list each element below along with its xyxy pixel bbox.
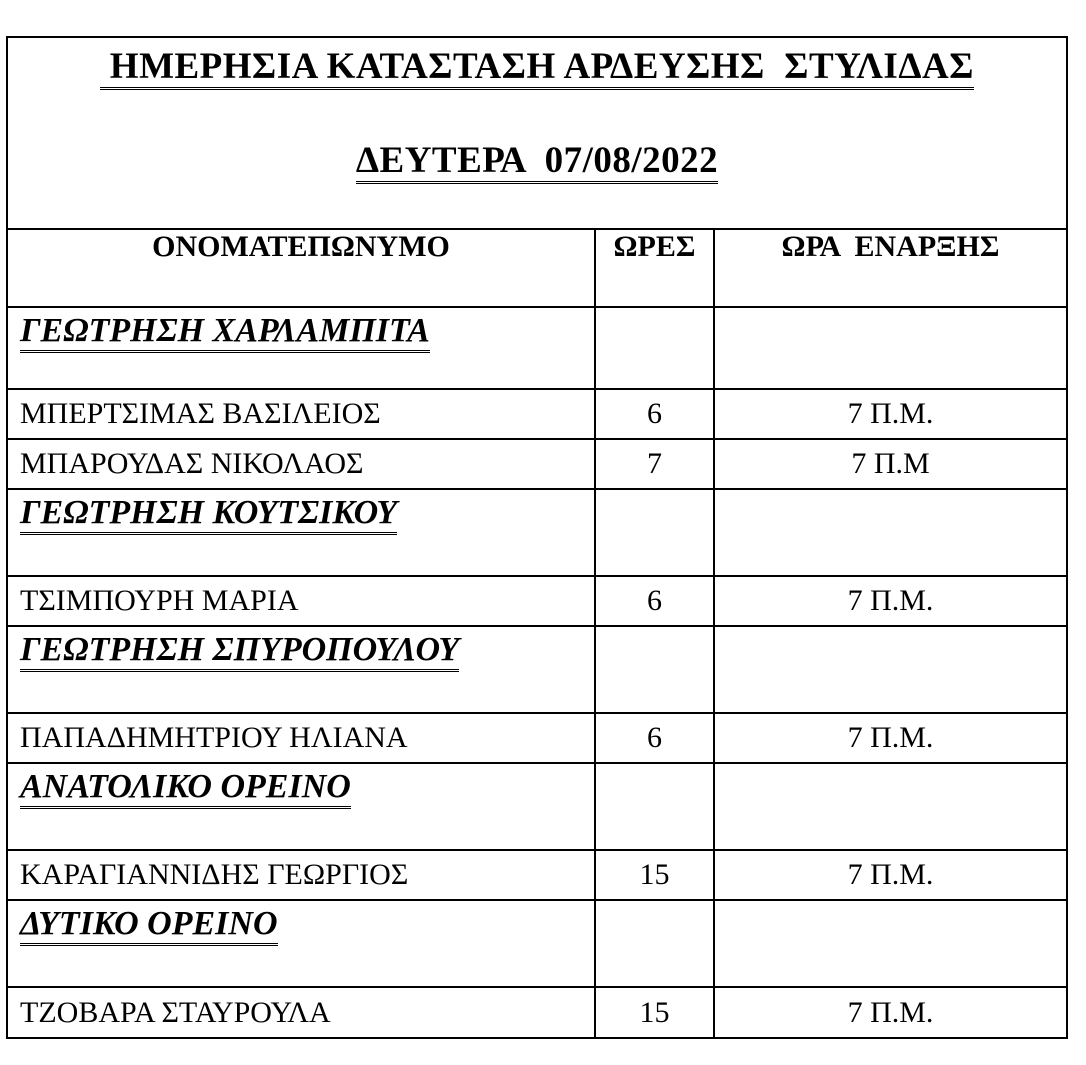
header-start-time: ΩΡΑ ΕΝΑΡΞΗΣ	[714, 230, 1066, 307]
table-row	[8, 389, 1066, 439]
empty-cell	[714, 626, 1066, 713]
empty-cell	[595, 900, 714, 987]
section-row	[8, 763, 1066, 850]
section-label: ΑΝΑΤΟΛΙΚΟ ΟΡΕΙΝΟ	[20, 770, 351, 809]
person-name: ΤΖΟΒΑΡΑ ΣΤΑΥΡΟΥΛΑ	[8, 987, 595, 1037]
empty-cell	[714, 307, 1066, 389]
person-start-time: 7 Π.Μ.	[714, 713, 1066, 763]
section-row	[8, 900, 1066, 987]
empty-cell	[714, 900, 1066, 987]
table-row	[8, 439, 1066, 489]
section-cell	[8, 307, 595, 389]
person-hours: 15	[595, 850, 714, 900]
person-hours: 15	[595, 987, 714, 1037]
empty-cell	[595, 489, 714, 576]
person-name: ΜΠΑΡΟΥΔΑΣ ΝΙΚΟΛΑΟΣ	[8, 439, 595, 489]
empty-cell	[595, 626, 714, 713]
header-name: ΟΝΟΜΑΤΕΠΩΝΥΜΟ	[8, 230, 595, 307]
section-cell	[8, 763, 595, 850]
person-hours: 6	[595, 389, 714, 439]
schedule-table	[8, 230, 1066, 1037]
empty-cell	[595, 307, 714, 389]
document-title-line	[8, 48, 1066, 90]
document-title: ΗΜΕΡΗΣΙΑ ΚΑΤΑΣΤΑΣΗ ΑΡΔΕΥΣΗΣ ΣΤΥΛΙΔΑΣ	[100, 48, 974, 90]
person-hours: 6	[595, 576, 714, 626]
document-date-line	[8, 142, 1066, 184]
person-hours: 6	[595, 713, 714, 763]
section-label: ΓΕΩΤΡΗΣΗ ΚΟΥΤΣΙΚΟΥ	[20, 496, 397, 535]
person-name: ΜΠΕΡΤΣΙΜΑΣ ΒΑΣΙΛΕΙΟΣ	[8, 389, 595, 439]
section-row	[8, 489, 1066, 576]
section-label: ΓΕΩΤΡΗΣΗ ΧΑΡΛΑΜΠΙΤΑ	[20, 314, 430, 353]
header-row	[8, 230, 1066, 307]
section-cell	[8, 626, 595, 713]
table-row	[8, 713, 1066, 763]
title-block	[8, 38, 1066, 230]
document-date: ΔΕΥΤΕΡΑ 07/08/2022	[356, 142, 718, 184]
section-row	[8, 626, 1066, 713]
section-label: ΔΥΤΙΚΟ ΟΡΕΙΝΟ	[20, 907, 278, 946]
person-start-time: 7 Π.Μ.	[847, 995, 934, 1029]
person-name: ΚΑΡΑΓΙΑΝΝΙΔΗΣ ΓΕΩΡΓΙΟΣ	[8, 850, 595, 900]
table-row	[8, 850, 1066, 900]
person-start-time: 7 Π.Μ.	[714, 850, 1066, 900]
section-row	[8, 307, 1066, 389]
table-row	[8, 987, 1066, 1037]
person-start-time: 7 Π.Μ.	[714, 576, 1066, 626]
irrigation-schedule-sheet	[6, 36, 1068, 1039]
person-name: ΤΣΙΜΠΟΥΡΗ ΜΑΡΙΑ	[8, 576, 595, 626]
section-label: ΓΕΩΤΡΗΣΗ ΣΠΥΡΟΠΟΥΛΟΥ	[20, 633, 459, 672]
table-row	[8, 576, 1066, 626]
person-start-time: 7 Π.Μ.	[714, 389, 1066, 439]
section-cell	[8, 900, 595, 987]
empty-cell	[595, 763, 714, 850]
person-hours: 7	[595, 439, 714, 489]
section-cell	[8, 489, 595, 576]
person-name: ΠΑΠΑΔΗΜΗΤΡΙΟΥ ΗΛΙΑΝΑ	[8, 713, 595, 763]
header-hours: ΩΡΕΣ	[595, 230, 714, 307]
person-start-time: 7 Π.Μ	[714, 439, 1066, 489]
empty-cell	[714, 763, 1066, 850]
empty-cell	[714, 489, 1066, 576]
